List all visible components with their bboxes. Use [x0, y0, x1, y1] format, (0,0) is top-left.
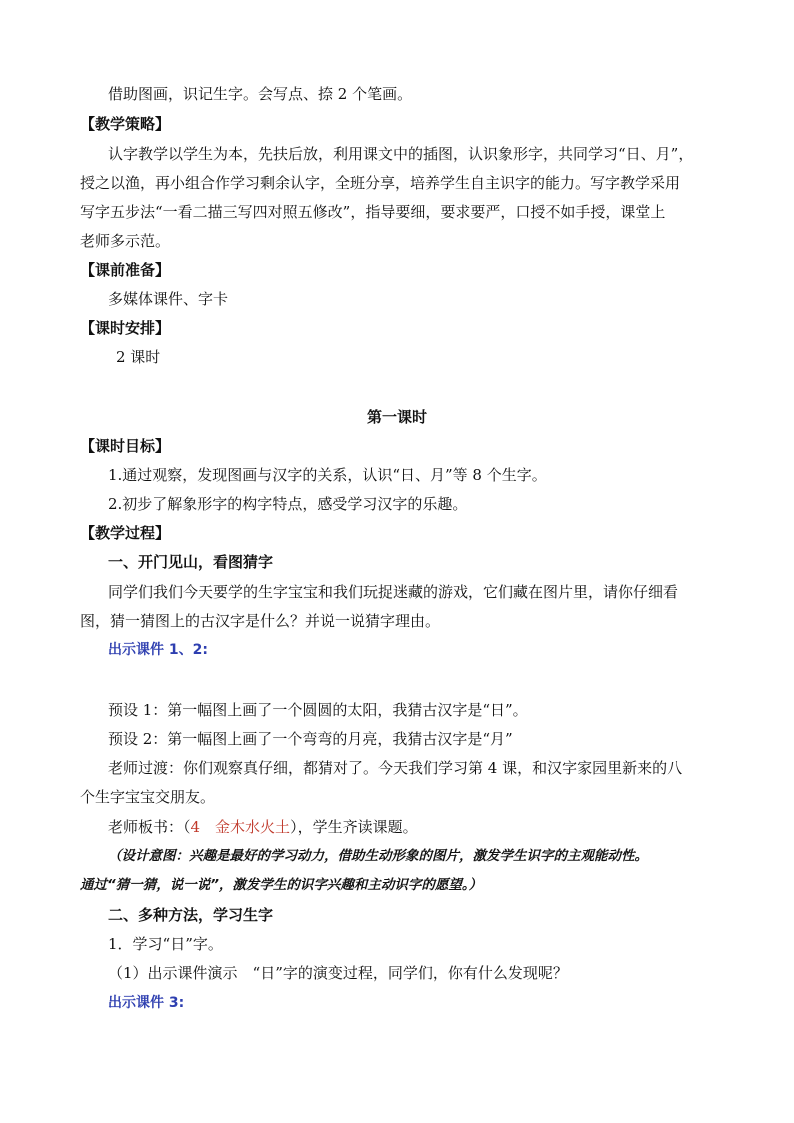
section-1-title: 一、开门见山，看图猜字	[108, 553, 274, 571]
teacher-transition-line-2: 个生字宝宝交朋友。	[80, 788, 216, 806]
schedule-text: 2 课时	[116, 348, 161, 366]
section-2-title: 二、多种方法，学习生字	[108, 906, 274, 924]
blackboard-line	[108, 817, 418, 837]
preset-1: 预设 1：第一幅图上画了一个圆圆的太阳，我猜古汉字是“日”。	[108, 701, 528, 719]
goal-2: 2.初步了解象形字的构字特点，感受学习汉字的乐趣。	[108, 495, 468, 513]
design-intent-line-2: 通过“猜一猜，说一说”，激发学生的识字兴趣和主动识字的愿望。）	[80, 877, 483, 893]
paragraph-1-line-1: 同学们我们今天要学的生字宝宝和我们玩捉迷藏的游戏，它们藏在图片里，请你仔细看	[108, 583, 679, 601]
show-courseware-1-2: 出示课件 1、2:	[108, 642, 208, 658]
paragraph-1-line-2: 图，猜一猜图上的古汉字是什么？并说一说猜字理由。	[80, 612, 441, 630]
design-intent-line-1: （设计意图：兴趣是最好的学习动力，借助生动形象的图片，激发学生识字的主观能动性。	[108, 848, 648, 864]
preparation-text: 多媒体课件、字卡	[108, 290, 229, 308]
heading-lesson-goals: 【课时目标】	[80, 437, 171, 455]
heading-teaching-process: 【教学过程】	[80, 524, 171, 542]
strategy-line-3: 写字五步法“一看二描三写四对照五修改”，指导要细，要求要严，口授不如手授，课堂上	[80, 203, 666, 221]
strategy-line-1: 认字教学以学生为本，先扶后放，利用课文中的插图，认识象形字，共同学习“日、月”，	[108, 145, 694, 163]
teacher-transition-line-1: 老师过渡：你们观察真仔细，都猜对了。今天我们学习第 4 课，和汉字家园里新来的八	[108, 759, 683, 777]
learn-item-1-1: （1）出示课件演示 “日”字的演变过程，同学们，你有什么发现呢？	[108, 964, 568, 982]
learn-item-1: 1．学习“日”字。	[108, 935, 223, 953]
lesson-title: 第一课时	[366, 408, 427, 426]
preset-2: 预设 2：第一幅图上画了一个弯弯的月亮，我猜古汉字是“月”	[108, 730, 513, 748]
strategy-line-2: 授之以渔，再小组合作学习剩余认字，全班分享，培养学生自主识字的能力。写字教学采用	[80, 174, 681, 192]
blackboard-suffix: ），学生齐读课题。	[290, 818, 418, 836]
intro-line: 借助图画，识记生字。会写点、捺 2 个笔画。	[108, 85, 413, 103]
heading-schedule: 【课时安排】	[80, 319, 171, 337]
blackboard-title: 4 金木水火土	[190, 818, 291, 836]
heading-preparation: 【课前准备】	[80, 261, 171, 279]
strategy-line-4: 老师多示范。	[80, 232, 171, 250]
show-courseware-3: 出示课件 3:	[108, 995, 185, 1011]
heading-teaching-strategy: 【教学策略】	[80, 115, 171, 133]
blackboard-prefix: 老师板书：（	[108, 818, 191, 836]
goal-1: 1.通过观察，发现图画与汉字的关系，认识“日、月”等 8 个生字。	[108, 466, 547, 484]
